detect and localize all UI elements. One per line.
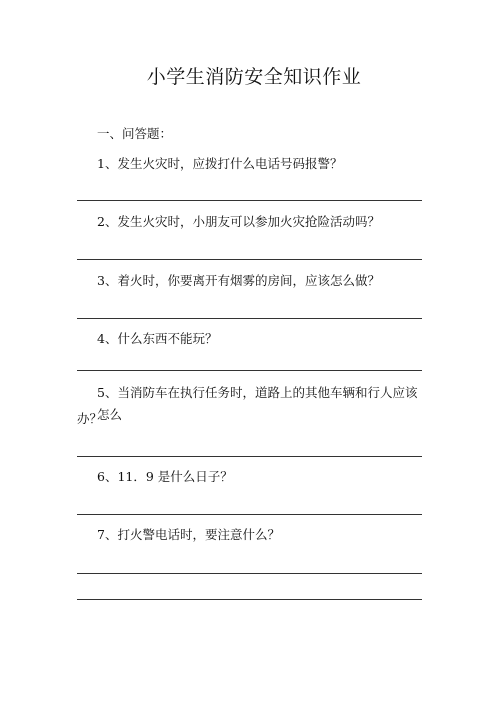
question-5-text: 5、当消防车在执行任务时，道路上的其他车辆和行人应该怎么: [97, 385, 418, 422]
section-heading: 一、问答题：: [97, 126, 173, 141]
question-3: 3、着火时，你要离开有烟雾的房间，应该怎么做？: [97, 273, 380, 288]
page-title: 小学生消防安全知识作业: [146, 66, 362, 88]
answer-line-5: [77, 456, 422, 457]
question-4: 4、什么东西不能玩？: [97, 331, 218, 346]
question-7: 7、打火警电话时，要注意什么？: [97, 527, 280, 542]
answer-line-1: [77, 200, 422, 201]
question-6: 6、11．9 是什么日子？: [97, 469, 233, 484]
answer-line-4: [77, 370, 422, 371]
answer-line-2: [77, 259, 422, 260]
answer-line-7b: [77, 599, 422, 600]
answer-line-7a: [77, 573, 422, 574]
question-2: 2、发生火灾时，小朋友可以参加火灾抢险活动吗？: [97, 214, 380, 229]
answer-line-6: [77, 514, 422, 515]
answer-line-3: [77, 318, 422, 319]
question-5-continuation: 办？: [77, 411, 103, 426]
question-1: 1、发生火灾时，应拨打什么电话号码报警？: [97, 156, 343, 171]
